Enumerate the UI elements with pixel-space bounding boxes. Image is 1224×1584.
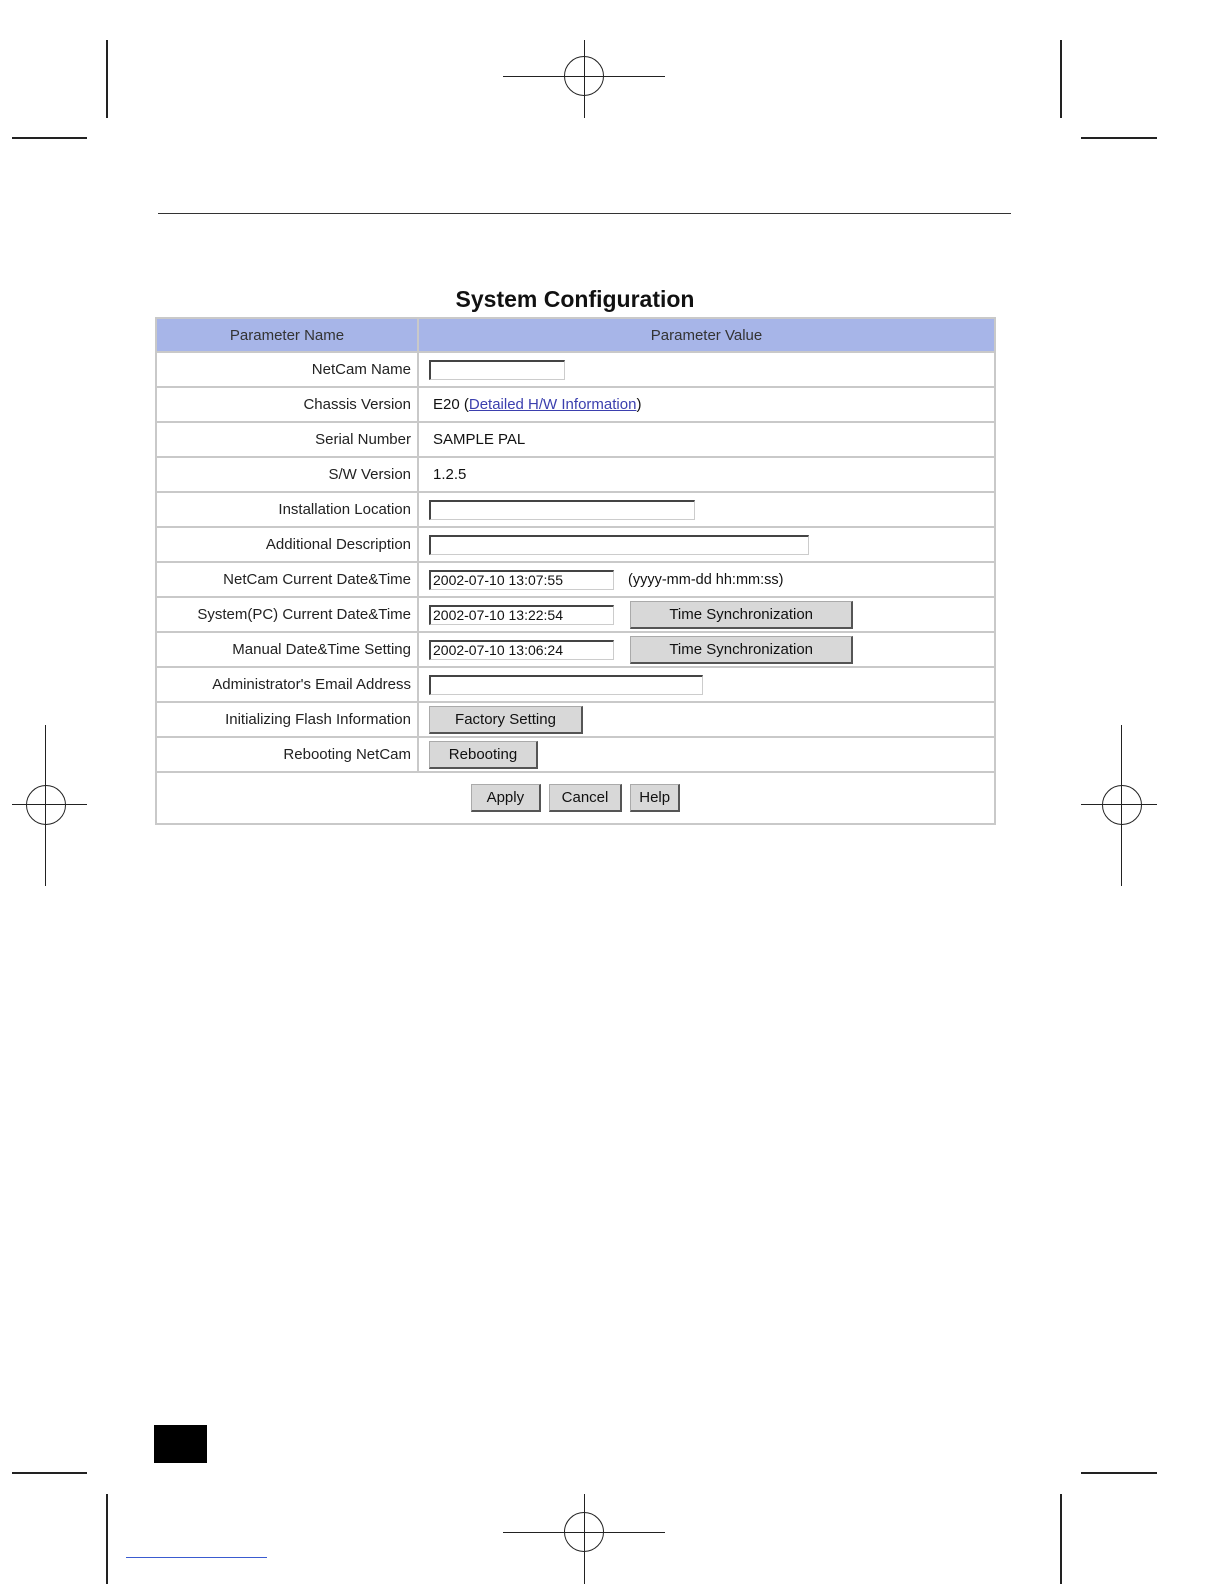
init-flash-label: Initializing Flash Information <box>156 702 418 737</box>
installation-location-input[interactable] <box>429 500 695 520</box>
table-row <box>156 737 995 772</box>
table-row <box>156 667 995 702</box>
system-time-sync-button[interactable]: Time Synchronization <box>630 601 853 629</box>
table-row <box>156 352 995 387</box>
column-header-parameter-name: Parameter Name <box>156 318 418 352</box>
table-row <box>156 562 995 597</box>
netcam-name-label: NetCam Name <box>156 352 418 387</box>
sw-version-label: S/W Version <box>156 457 418 492</box>
admin-email-input[interactable] <box>429 675 703 695</box>
table-row <box>156 527 995 562</box>
table-row <box>156 702 995 737</box>
table-row <box>156 387 995 422</box>
table-row <box>156 457 995 492</box>
system-datetime-input[interactable] <box>429 605 614 625</box>
manual-time-sync-button[interactable]: Time Synchronization <box>630 636 853 664</box>
detailed-hw-info-link[interactable]: Detailed H/W Information <box>468 396 637 413</box>
manual-datetime-input[interactable] <box>429 640 614 660</box>
table-row <box>156 492 995 527</box>
footer-rule <box>126 1557 267 1558</box>
sw-version-value: 1.2.5 <box>433 466 467 483</box>
table-row <box>156 632 995 667</box>
datetime-format-note: (yyyy-mm-dd hh:mm:ss) <box>628 571 784 588</box>
chassis-version-value: E20 ( <box>433 396 469 413</box>
netcam-datetime-label: NetCam Current Date&Time <box>156 562 418 597</box>
page-title: System Configuration <box>455 286 695 312</box>
system-datetime-label: System(PC) Current Date&Time <box>156 597 418 632</box>
additional-description-input[interactable] <box>429 535 809 555</box>
help-button[interactable]: Help <box>630 784 680 812</box>
serial-number-label: Serial Number <box>156 422 418 457</box>
page-number-block <box>154 1425 207 1463</box>
factory-setting-button[interactable]: Factory Setting <box>429 706 583 734</box>
system-config-table <box>155 317 996 825</box>
reboot-label: Rebooting NetCam <box>156 737 418 772</box>
table-row <box>156 422 995 457</box>
header-rule <box>158 213 1011 214</box>
chassis-version-label: Chassis Version <box>156 387 418 422</box>
netcam-datetime-input[interactable] <box>429 570 614 590</box>
column-header-parameter-value: Parameter Value <box>418 318 995 352</box>
installation-location-label: Installation Location <box>156 492 418 527</box>
netcam-name-input[interactable] <box>429 360 565 380</box>
chassis-version-suffix: ) <box>636 396 642 413</box>
additional-description-label: Additional Description <box>156 527 418 562</box>
apply-button[interactable]: Apply <box>471 784 541 812</box>
rebooting-button[interactable]: Rebooting <box>429 741 538 769</box>
manual-datetime-label: Manual Date&Time Setting <box>156 632 418 667</box>
cancel-button[interactable]: Cancel <box>549 784 622 812</box>
action-row <box>156 772 995 824</box>
serial-number-value: SAMPLE PAL <box>433 431 526 448</box>
table-row <box>156 597 995 632</box>
admin-email-label: Administrator's Email Address <box>156 667 418 702</box>
